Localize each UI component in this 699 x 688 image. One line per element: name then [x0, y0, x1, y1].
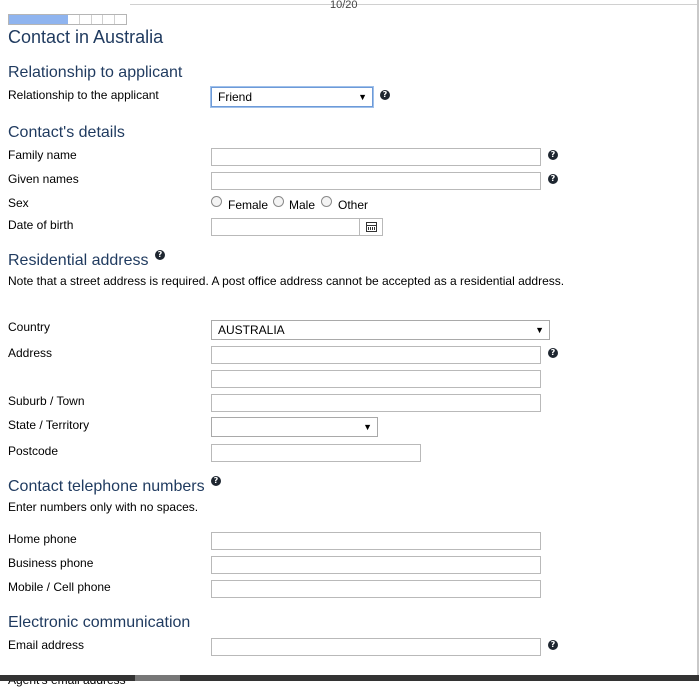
- business-phone-label: Business phone: [8, 556, 94, 570]
- section-heading-telephone: Contact telephone numbers: [8, 478, 205, 495]
- help-icon[interactable]: ?: [155, 250, 165, 260]
- telephone-note: Enter numbers only with no spaces.: [8, 500, 199, 514]
- help-icon[interactable]: ?: [548, 174, 558, 184]
- sex-option-other: Other: [338, 198, 369, 212]
- help-icon[interactable]: ?: [380, 90, 390, 100]
- email-label: Email address: [8, 638, 85, 652]
- suburb-label: Suburb / Town: [8, 394, 85, 408]
- address-note: Note that a street address is required. A post office address cannot be accepted as a residential address.: [8, 274, 565, 288]
- family-name-input[interactable]: [211, 148, 541, 166]
- calendar-icon: [366, 222, 377, 232]
- postcode-input[interactable]: [211, 444, 421, 462]
- section-heading-relationship: Relationship to applicant: [8, 64, 183, 81]
- dob-input[interactable]: [211, 218, 383, 236]
- country-select[interactable]: [211, 320, 550, 340]
- relationship-select[interactable]: [211, 87, 373, 107]
- page-counter: 10/20: [330, 0, 358, 11]
- sex-radio-other[interactable]: [321, 196, 332, 207]
- family-name-label: Family name: [8, 148, 77, 162]
- help-icon[interactable]: ?: [548, 640, 558, 650]
- sex-option-male: Male: [289, 198, 316, 212]
- sex-option-female: Female: [228, 198, 269, 212]
- help-icon[interactable]: ?: [548, 150, 558, 160]
- help-icon[interactable]: ?: [211, 476, 221, 486]
- home-phone-input[interactable]: [211, 532, 541, 550]
- window-top-border: [130, 4, 699, 5]
- given-names-label: Given names: [8, 172, 79, 186]
- chevron-down-icon: ▼: [358, 92, 367, 102]
- suburb-input[interactable]: [211, 394, 541, 412]
- section-heading-contact-details: Contact's details: [8, 124, 125, 141]
- chevron-down-icon: ▼: [535, 325, 544, 335]
- country-label: Country: [8, 320, 51, 334]
- horizontal-scrollbar[interactable]: [0, 675, 699, 681]
- section-heading-electronic: Electronic communication: [8, 614, 191, 631]
- country-select-value: AUSTRALIA: [218, 323, 285, 337]
- mobile-phone-label: Mobile / Cell phone: [8, 580, 111, 594]
- home-phone-label: Home phone: [8, 532, 77, 546]
- sex-label: Sex: [8, 196, 29, 210]
- chevron-down-icon: ▼: [363, 422, 372, 432]
- section-heading-residential-address: Residential address: [8, 252, 149, 269]
- state-select[interactable]: [211, 417, 378, 437]
- page-title: Contact in Australia: [8, 27, 164, 47]
- address-line2-input[interactable]: [211, 370, 541, 388]
- sex-radio-female[interactable]: [211, 196, 222, 207]
- email-input[interactable]: [211, 638, 541, 656]
- scrollbar-thumb[interactable]: [135, 675, 180, 681]
- address-line1-input[interactable]: [211, 346, 541, 364]
- date-picker-button[interactable]: [359, 219, 382, 235]
- sex-radio-male[interactable]: [273, 196, 284, 207]
- address-label: Address: [8, 346, 53, 360]
- relationship-label: Relationship to the applicant: [8, 88, 159, 102]
- help-icon[interactable]: ?: [548, 348, 558, 358]
- dob-label: Date of birth: [8, 218, 74, 232]
- relationship-select-value: Friend: [218, 90, 253, 104]
- postcode-label: Postcode: [8, 444, 59, 458]
- progress-bar: [8, 14, 127, 25]
- state-label: State / Territory: [8, 418, 90, 432]
- given-names-input[interactable]: [211, 172, 541, 190]
- mobile-phone-input[interactable]: [211, 580, 541, 598]
- business-phone-input[interactable]: [211, 556, 541, 574]
